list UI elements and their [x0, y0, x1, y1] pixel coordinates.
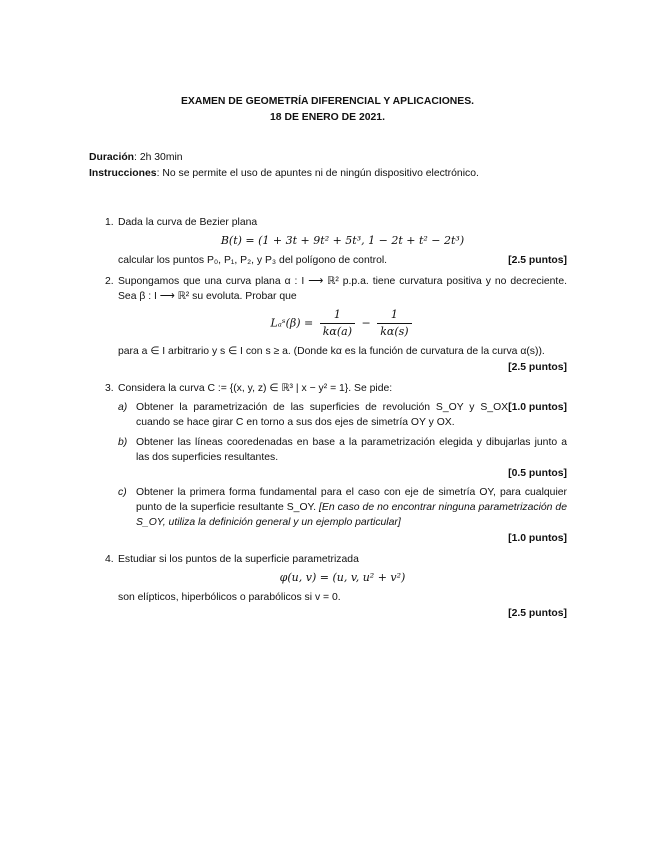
points-badge: [0.5 puntos] — [508, 467, 567, 479]
problem-text: son elípticos, hiperbólicos o parabólicos si v = 0. — [118, 592, 341, 604]
equation-lhs: Lₐˢ(β) = — [270, 316, 314, 330]
subitem-letter: c) — [118, 486, 127, 498]
exam-meta — [89, 150, 569, 182]
subitem-letter: b) — [118, 436, 128, 448]
subitem-letter: a) — [118, 402, 128, 414]
fraction-2 — [377, 307, 411, 340]
duration-label: Duración — [89, 152, 135, 163]
title-line-2: 18 DE ENERO DE 2021. — [270, 111, 385, 123]
subitem-c — [118, 485, 567, 546]
fraction-2-numerator: 1 — [377, 307, 411, 324]
problem-number: 2. — [105, 276, 114, 288]
duration-value: : 2h 30min — [134, 152, 183, 163]
problem-number: 1. — [105, 217, 114, 228]
points-badge: [2.5 puntos] — [508, 255, 567, 267]
problem-4 — [105, 552, 567, 621]
problem-intro: Considera la curva C := {(x, y, z) ∈ ℝ³ | x − y² = 1}. Se pide: — [118, 383, 393, 395]
instructions-line — [89, 166, 569, 182]
problem-1 — [105, 215, 567, 268]
points-badge: [1.0 puntos] — [508, 532, 567, 544]
subitem-text: Obtener la primera forma fundamental para el caso con eje de simetría OY, para cualquier punto de la superficie resultante S_OY. [En caso de no encontrar ninguna parametrización de S_OY, utiliza la definición general y un ejemplo particular] — [136, 486, 567, 528]
problem-3 — [105, 381, 567, 546]
fraction-1 — [320, 307, 355, 340]
problem-2 — [105, 274, 567, 375]
arc-length-equation — [118, 307, 567, 340]
problem-number: 4. — [105, 554, 114, 566]
problem-list — [105, 215, 567, 627]
problem-intro: Estudiar si los puntos de la superficie parametrizada — [118, 554, 359, 566]
points-badge: [1.0 puntos] — [508, 402, 567, 414]
subitem-a — [118, 400, 567, 430]
fraction-1-numerator: 1 — [320, 307, 355, 324]
fraction-2-denominator: kα(s) — [380, 325, 409, 339]
subitem-text: [1.0 puntos] Obtener la parametrización de las superficies de revolución S_OY y S_OX cuando se hace girar C en torno a sus dos ejes de simetría OY y OX. — [136, 402, 567, 429]
exam-title — [0, 94, 655, 125]
instructions-label: Instrucciones — [89, 168, 157, 180]
points-badge: [2.5 puntos] — [508, 608, 567, 620]
minus-sign: − — [361, 316, 371, 330]
duration-line — [89, 150, 569, 166]
bezier-equation: B(t) = (1 + 3t + 9t² + 5t³, 1 − 2t + t² − 2t³) — [220, 234, 465, 248]
problem-text: para a ∈ I arbitrario y s ∈ I con s ≥ a. (Donde kα es la función de curvatura de la curva α(s)). — [118, 346, 545, 358]
title-line-1: EXAMEN DE GEOMETRÍA DIFERENCIAL Y APLICACIONES. — [180, 96, 475, 107]
subitem-b — [118, 435, 567, 481]
subitem-note: [En caso de no encontrar ninguna parametrización de S_OY, utiliza la definición general y un ejemplo particular] — [136, 501, 567, 528]
fraction-1-denominator: kα(a) — [322, 325, 352, 339]
surface-equation: φ(u, v) = (u, v, u² + v²) — [279, 571, 406, 585]
problem-text: [2.5 puntos] calcular los puntos P₀, P₁, P₂, y P₃ del polígono de control. — [118, 253, 567, 268]
points-badge: [2.5 puntos] — [508, 362, 567, 374]
problem-intro: Dada la curva de Bezier plana — [118, 217, 258, 228]
instructions-value: : No se permite el uso de apuntes ni de ningún dispositivo electrónico. — [156, 168, 479, 180]
problem-intro: Supongamos que una curva plana α : I ⟶ ℝ² p.p.a. tiene curvatura positiva y no decreciente. Sea β : I ⟶ ℝ² su evoluta. Probar que — [118, 276, 567, 303]
problem-number: 3. — [105, 383, 114, 395]
subitem-text: Obtener las líneas cooredenadas en base a la parametrización elegida y dibujarlas junto a las dos superficies resultantes. — [136, 436, 567, 463]
